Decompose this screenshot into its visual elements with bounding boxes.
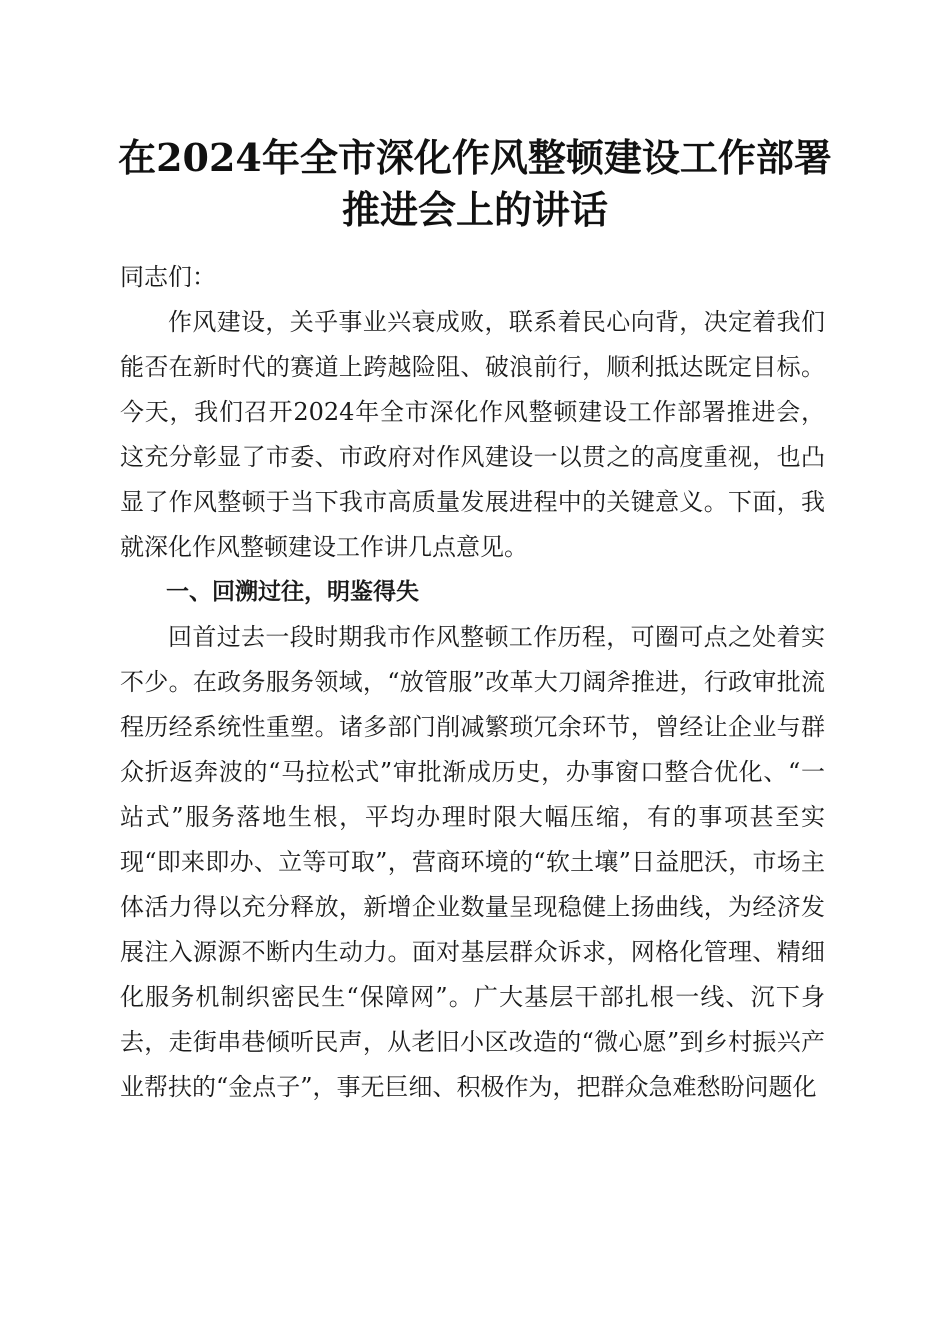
document-body: [120, 255, 825, 1110]
salutation: 同志们：: [120, 263, 216, 291]
section-1-paragraph: 回首过去一段时期我市作风整顿工作历程，可圈可点之处着实不少。在政务服务领域，“放管服”改革大刀阔斧推进，行政审批流程历经系统性重塑。诸多部门削减繁琐冗余环节，曾经让企业与群众折返奔波的“马拉松式”审批渐成历史，办事窗口整合优化、“一站式”服务落地生根，平均办理时限大幅压缩，有的事项甚至实现“即来即办、立等可取”，营商环境的“软土壤”日益肥沃，市场主体活力得以充分释放，新增企业数量呈现稳健上扬曲线，为经济发展注入源源不断内生动力。面对基层群众诉求，网格化管理、精细化服务机制织密民生“保障网”。广大基层干部扎根一线、沉下身去，走街串巷倾听民声，从老旧小区改造的“微心愿”到乡村振兴产业帮扶的“金点子”，事无巨细、积极作为，把群众急难愁盼问题化: [120, 623, 825, 1101]
section-heading-1: 一、回溯过往，明鉴得失: [166, 579, 419, 605]
intro-paragraph: 作风建设，关乎事业兴衰成败，联系着民心向背，决定着我们能否在新时代的赛道上跨越险阻、破浪前行，顺利抵达既定目标。今天，我们召开2024年全市深化作风整顿建设工作部署推进会，这充分彰显了市委、市政府对作风建设一以贯之的高度重视，也凸显了作风整顿于当下我市高质量发展进程中的关键意义。下面，我就深化作风整顿建设工作讲几点意见。: [120, 308, 825, 561]
document-title: 在2024年全市深化作风整顿建设工作部署推进会上的讲话: [118, 135, 832, 232]
